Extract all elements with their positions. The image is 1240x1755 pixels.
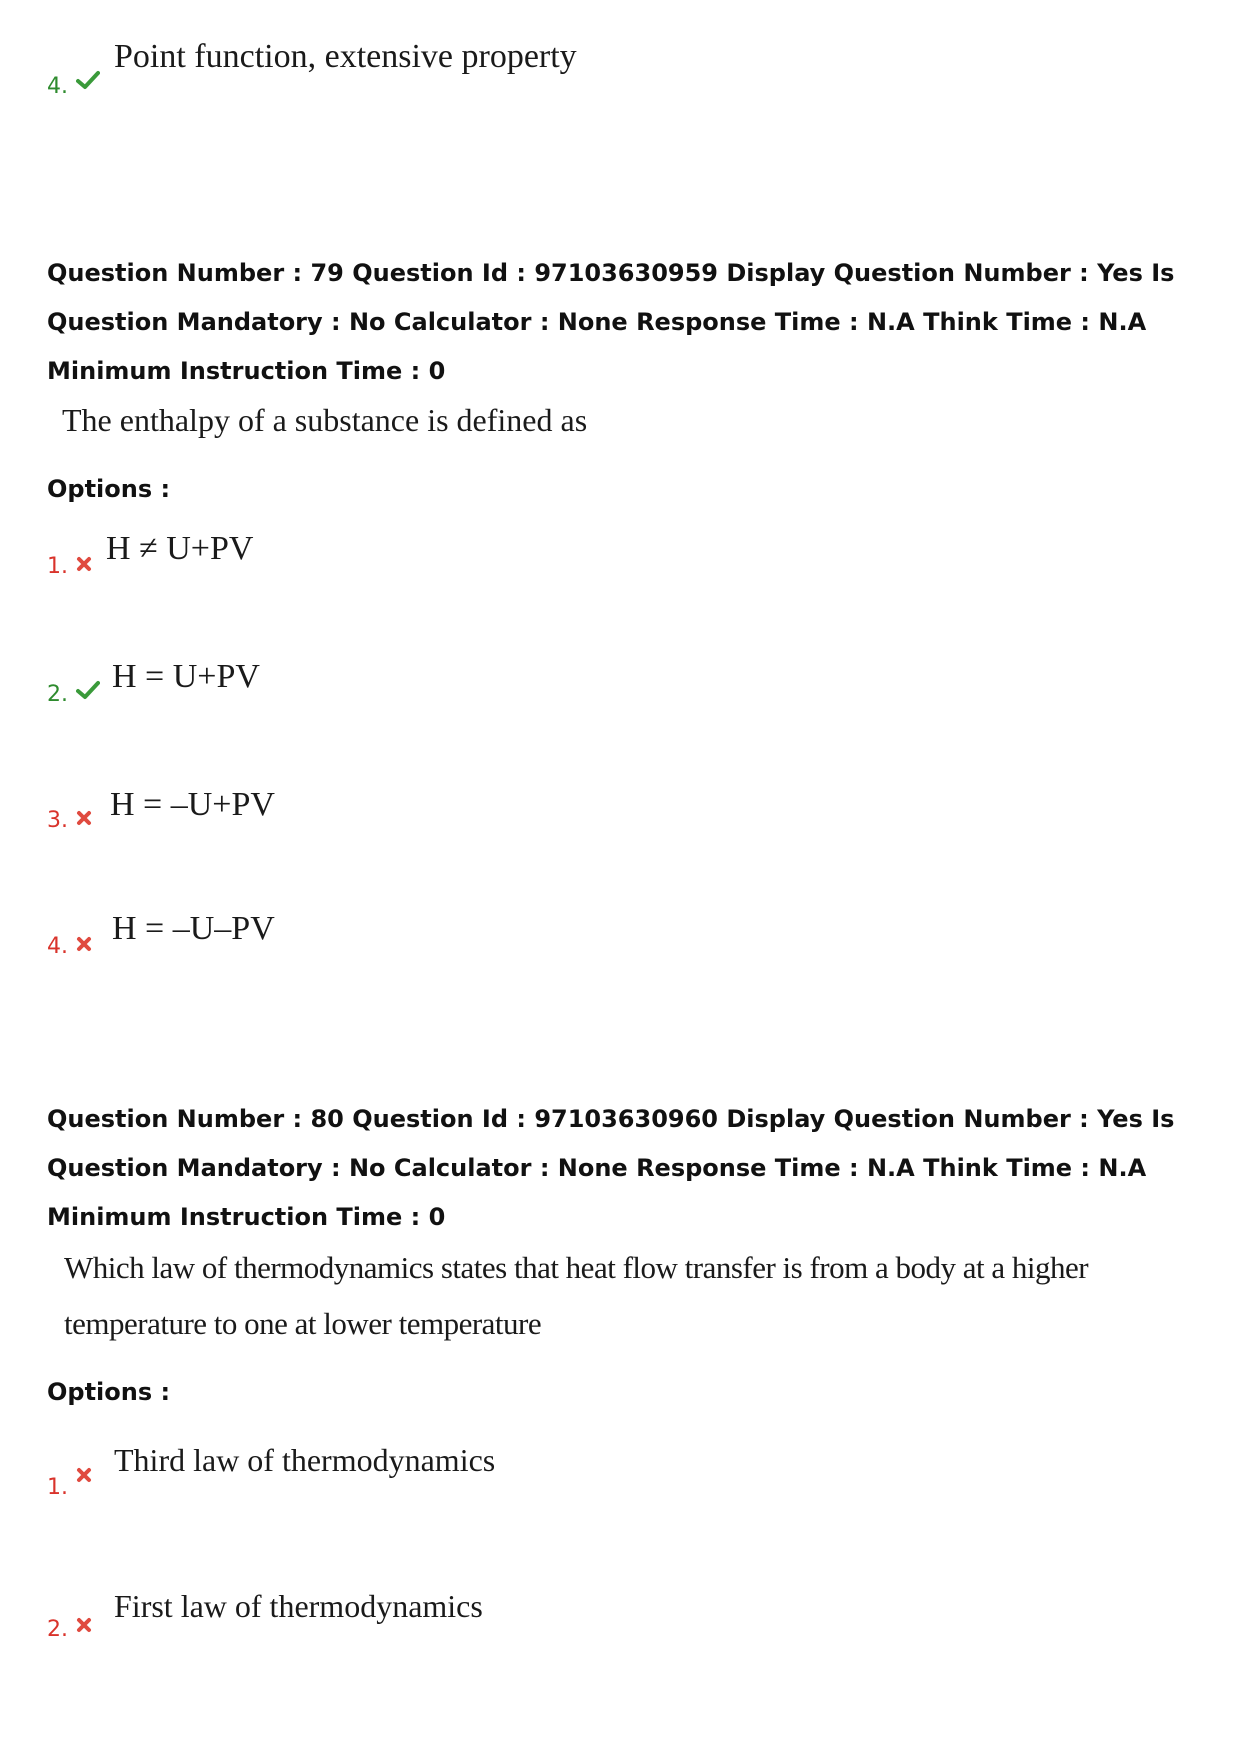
cross-icon bbox=[76, 1467, 92, 1487]
option-number: 4. bbox=[47, 934, 68, 959]
question-text-line-2: temperature to one at lower temperature bbox=[64, 1306, 542, 1341]
option-row bbox=[47, 530, 254, 579]
options-label: Options : bbox=[47, 475, 171, 503]
question-text: The enthalpy of a substance is defined as bbox=[62, 402, 588, 438]
option-text: Point function, extensive property bbox=[114, 38, 577, 75]
question-text-line-1: Which law of thermodynamics states that heat flow transfer is from a body at a higher bbox=[64, 1250, 1089, 1285]
question-meta: Question Number : 80 Question Id : 97103630960 Display Question Number : Yes Is Question Mandatory : No Calculator : None Response Time : N.A Think Time : N.A Minimum Instruction Time : 0 bbox=[47, 1105, 1175, 1231]
option-text: H = –U+PV bbox=[110, 786, 275, 823]
check-icon bbox=[76, 680, 100, 704]
check-icon bbox=[76, 70, 100, 94]
question-meta: Question Number : 79 Question Id : 97103630959 Display Question Number : Yes Is Question Mandatory : No Calculator : None Response Time : N.A Think Time : N.A Minimum Instruction Time : 0 bbox=[47, 259, 1175, 385]
option-text: Third law of thermodynamics bbox=[114, 1442, 496, 1478]
option-text: H = –U–PV bbox=[112, 910, 275, 947]
option-row bbox=[47, 786, 275, 833]
option-number: 4. bbox=[47, 74, 68, 99]
option-row bbox=[47, 38, 577, 99]
option-number: 3. bbox=[47, 808, 68, 833]
options-label: Options : bbox=[47, 1378, 171, 1406]
option-row bbox=[47, 910, 275, 959]
option-text: H = U+PV bbox=[112, 658, 260, 695]
option-number: 1. bbox=[47, 1475, 68, 1500]
option-text: First law of thermodynamics bbox=[114, 1588, 483, 1624]
option-number: 1. bbox=[47, 554, 68, 579]
option-text: H ≠ U+PV bbox=[106, 530, 254, 567]
option-row bbox=[47, 1442, 496, 1500]
option-row bbox=[47, 658, 260, 707]
cross-icon bbox=[76, 936, 92, 956]
cross-icon bbox=[76, 1617, 92, 1637]
option-number: 2. bbox=[47, 682, 68, 707]
cross-icon bbox=[76, 810, 92, 830]
cross-icon bbox=[76, 556, 92, 576]
option-number: 2. bbox=[47, 1617, 68, 1642]
option-row bbox=[47, 1588, 483, 1642]
